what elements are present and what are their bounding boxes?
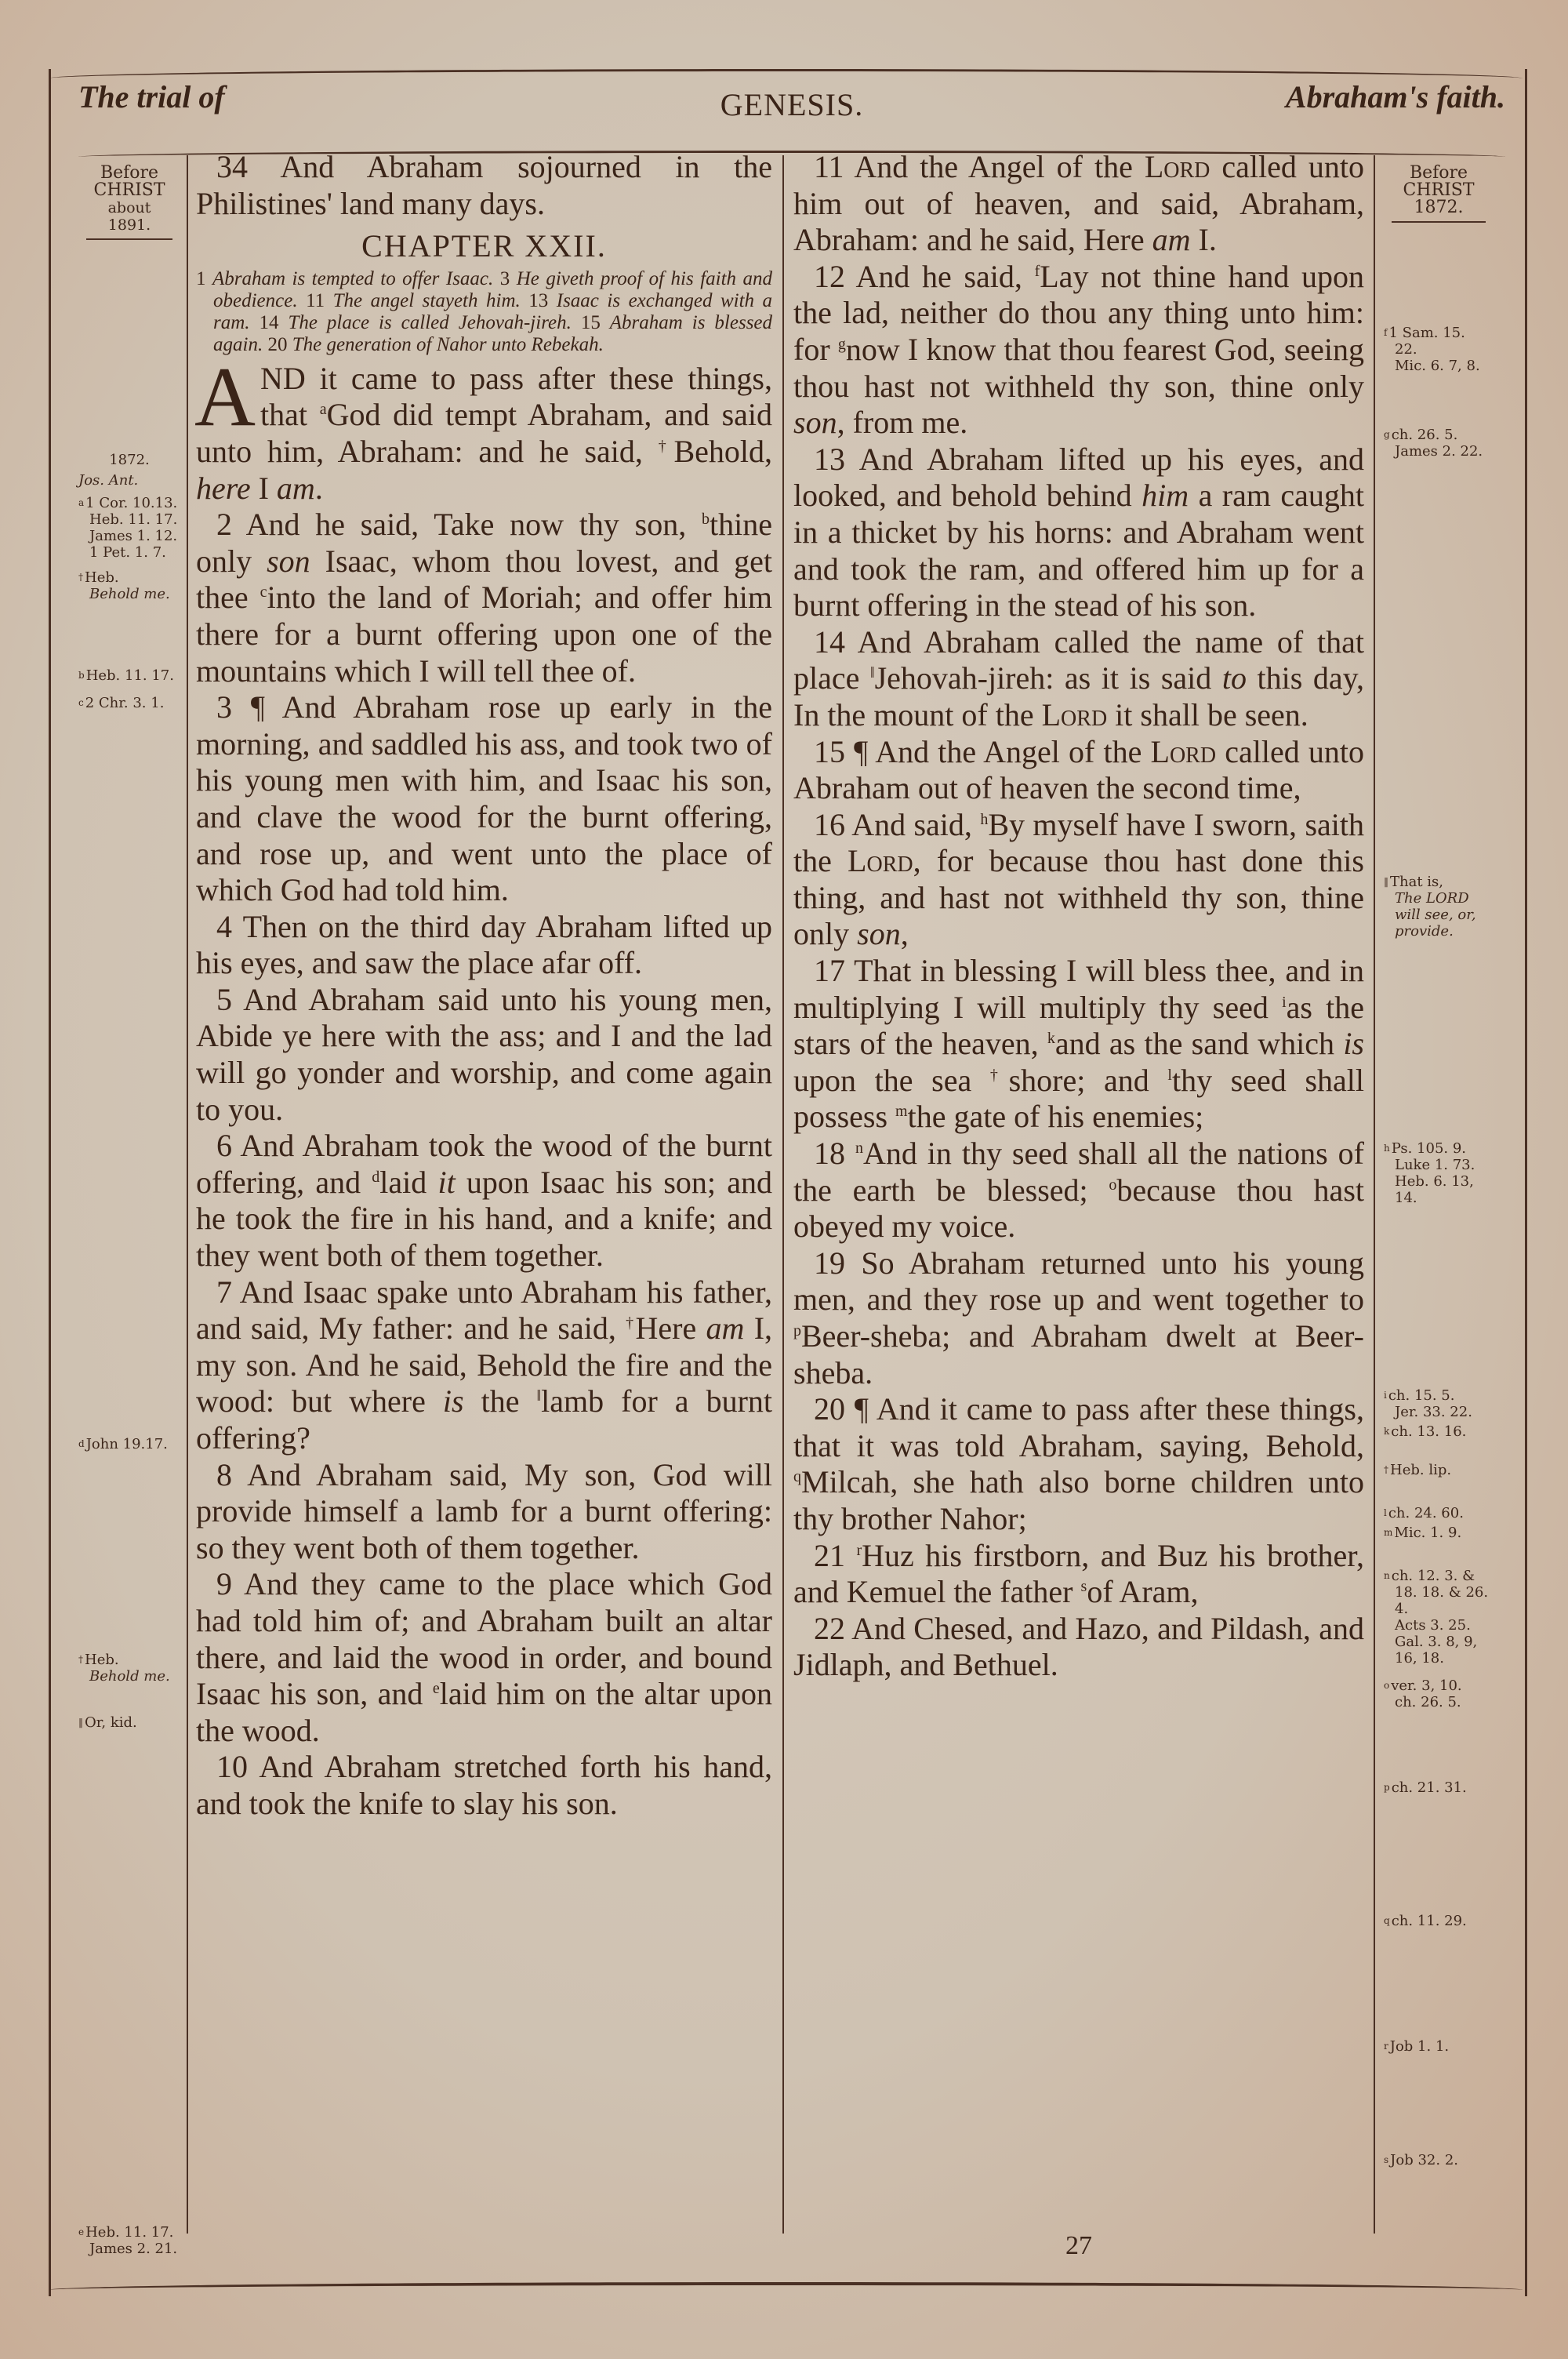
- reference-mark: a: [78, 497, 85, 508]
- reference-mark: h: [980, 810, 989, 828]
- note-line: [1384, 874, 1494, 890]
- italic-text: him: [1142, 478, 1189, 514]
- reference-mark: r: [856, 1541, 862, 1559]
- divine-name: Lord: [1041, 696, 1108, 732]
- italic-text: is: [442, 1383, 464, 1419]
- note-line: [1384, 1617, 1494, 1634]
- verse-text: 11 And the Angel of the: [814, 149, 1145, 184]
- verse-text: .: [314, 470, 323, 506]
- verse-6: [196, 1128, 772, 1274]
- verse-text: Here: [635, 1310, 706, 1347]
- reference-text: 1 Pet. 1. 7.: [89, 544, 166, 561]
- reference-text: James 1. 12.: [89, 528, 178, 544]
- summary-verse-number: 20: [267, 333, 292, 355]
- reference-text: Jer. 33. 22.: [1395, 1404, 1472, 1420]
- note-line: [78, 667, 180, 684]
- reference-mark: g: [837, 335, 846, 353]
- summary-verse-number: 15: [580, 311, 610, 333]
- note-line: [1384, 1601, 1494, 1617]
- note-line: [1384, 2038, 1494, 2055]
- verse-text: upon the sea: [793, 1062, 990, 1098]
- reference-mark: q: [1384, 1915, 1390, 1926]
- reference-mark: †: [78, 572, 83, 583]
- reference-text: Or, kid.: [85, 1714, 137, 1731]
- verse-8: 8 And Abraham said, My son, God will provide himself a lamb for a burnt offering: so they went both of them together.: [196, 1456, 772, 1565]
- right-margin-note: [1384, 1140, 1494, 1206]
- summary-verse-number: 3: [499, 267, 517, 289]
- note-line: [78, 495, 180, 511]
- reference-mark: m: [1384, 1527, 1393, 1538]
- verse-text: Milcah, she hath also borne children unto thy brother Nahor;: [793, 1464, 1364, 1536]
- divine-name: Lord: [1150, 733, 1217, 769]
- verse-text: now I know that thou fearest God, seeing thou hast not withheld thy son, thine only: [793, 331, 1365, 404]
- verse-text: it shall be seen.: [1107, 696, 1308, 732]
- verse-text: 6 And Abraham took the wood of the burnt offering, and: [196, 1128, 772, 1200]
- reference-mark: l: [1384, 1507, 1387, 1518]
- right-margin-note: [1384, 874, 1494, 940]
- verse-text: Huz his firstborn, and Buz his brother, and Kemuel the father: [793, 1537, 1364, 1610]
- verse-text: shore; and: [1008, 1062, 1168, 1098]
- verse-7: [196, 1274, 772, 1457]
- verse-14: [793, 624, 1364, 734]
- verse-1: [194, 350, 773, 507]
- reference-text: Acts 3. 25.: [1395, 1617, 1471, 1634]
- left-margin-note: [78, 2224, 180, 2257]
- reference-text: will see, or,: [1395, 907, 1476, 923]
- reference-text: ch. 15. 5.: [1388, 1387, 1455, 1404]
- note-line: [78, 569, 180, 586]
- verse-text: , for because thou hast done this thing, and hast not withheld thy son, thine only: [793, 843, 1364, 952]
- verse-text: called unto him out of heaven, and said, Abraham, Abraham: and he said, Here: [793, 149, 1364, 258]
- verse-text: 2 And he said, Take now thy son,: [216, 507, 702, 543]
- note-line: [78, 2224, 180, 2241]
- reference-text: 1872.: [109, 452, 150, 468]
- verse-text: 14 And Abraham called the name of that place: [793, 623, 1364, 696]
- left-margin-note: [78, 695, 180, 711]
- reference-mark: l: [1167, 1066, 1172, 1084]
- verse-18: [793, 1136, 1364, 1245]
- italic-text: son: [793, 405, 837, 441]
- italic-text: it: [437, 1164, 456, 1200]
- verse-text: this day, In the mount of the: [793, 660, 1365, 732]
- verse-text: thy seed shall possess: [793, 1062, 1364, 1135]
- reference-mark: d: [78, 1438, 85, 1449]
- reference-mark: s: [1384, 2154, 1389, 2165]
- reference-text: ch. 21. 31.: [1391, 1779, 1467, 1796]
- reference-mark: e: [432, 1680, 440, 1698]
- page-number: 27: [1065, 2231, 1092, 2260]
- note-line: [1384, 443, 1494, 460]
- divine-name: Lord: [1144, 149, 1210, 184]
- note-line: [1384, 1505, 1494, 1521]
- chapter-summary: [196, 268, 772, 356]
- reference-mark: o: [1384, 1680, 1390, 1691]
- reference-text: ch. 24. 60.: [1388, 1505, 1464, 1521]
- reference-mark: p: [793, 1322, 801, 1339]
- note-line: [78, 528, 180, 544]
- verse-3: 3 ¶ And Abraham rose up early in the morning, and saddled his ass, and took two of his young men with him, and Isaac his son, and clave the wood for the burnt offering, and rose up, and went unto the place of which God had told him.: [196, 689, 772, 908]
- note-line: [1384, 1462, 1494, 1478]
- summary-verse-number: 11: [306, 289, 333, 311]
- reference-mark: n: [855, 1140, 863, 1158]
- reference-text: The LORD: [1395, 890, 1469, 907]
- verse-text: 20 ¶ And it came to pass after these things, that it was told Abraham, saying, Behold,: [793, 1391, 1364, 1463]
- left-margin-note: [78, 1652, 180, 1685]
- verse-text: , from me.: [837, 405, 968, 441]
- reference-text: Luke 1. 73.: [1395, 1157, 1475, 1173]
- verse-text: into the land of Moriah; and offer him there for a burnt offering upon one of the mountains which I will tell thee of.: [196, 580, 772, 689]
- reference-text: Behold me.: [89, 586, 170, 602]
- left-margin-notes: [78, 163, 180, 2257]
- verse-text: God did tempt Abraham, and said unto him, Abraham: and he said,: [196, 397, 772, 469]
- verse-text: Behold,: [673, 433, 773, 469]
- reference-text: Behold me.: [89, 1668, 170, 1685]
- summary-item: The place is called Jehovah-jireh.: [288, 311, 581, 333]
- note-line: [1384, 1190, 1494, 1206]
- verse-17: [793, 953, 1364, 1136]
- era-line: 1872.: [1414, 198, 1464, 217]
- era-line: CHRIST: [1403, 180, 1475, 200]
- note-line: [1384, 1584, 1494, 1601]
- verse-5: 5 And Abraham said unto his young men, Abide ye here with the ass; and I and the lad will go yonder and worship, and come again to you.: [196, 981, 772, 1127]
- note-line: [78, 1668, 180, 1685]
- verse-9: [196, 1566, 772, 1749]
- reference-text: 14.: [1395, 1190, 1417, 1206]
- summary-verse-number: 1: [196, 267, 212, 289]
- reference-text: 1 Sam. 15.: [1388, 325, 1465, 341]
- reference-text: Heb. 11. 17.: [85, 2224, 174, 2241]
- verse-text: laid him on the altar upon the wood.: [196, 1676, 772, 1748]
- verse-19: [793, 1245, 1364, 1391]
- column-divider-center: [782, 155, 784, 2234]
- reference-mark: ‖: [78, 1717, 83, 1728]
- reference-text: Heb.: [85, 1652, 119, 1668]
- verse-text: 18: [814, 1136, 855, 1172]
- reference-text: ch. 26. 5.: [1395, 1694, 1461, 1710]
- left-margin-note: [78, 1436, 180, 1452]
- text-column-left: [196, 149, 772, 1823]
- verse-11: [793, 149, 1364, 259]
- reference-text: Heb.: [85, 569, 119, 586]
- left-margin-note: [78, 569, 180, 602]
- note-line: [1384, 1650, 1494, 1667]
- right-margin-note: [1384, 1779, 1494, 1796]
- reference-text: ch. 12. 3. &: [1391, 1568, 1475, 1584]
- note-line: [1384, 341, 1494, 358]
- reference-text: 2 Chr. 3. 1.: [85, 695, 165, 711]
- note-line: [78, 452, 180, 468]
- left-margin-note: [78, 667, 180, 684]
- reference-text: That is,: [1390, 874, 1444, 890]
- note-line: [78, 511, 180, 528]
- reference-text: Job 1. 1.: [1389, 2038, 1450, 2055]
- verse-text: ND it came to pass after these things, that: [260, 360, 772, 433]
- note-line: [1384, 1525, 1494, 1541]
- verse-text: 15 ¶ And the Angel of the: [814, 733, 1151, 769]
- right-era-label: [1392, 165, 1486, 223]
- running-head: [78, 78, 1505, 125]
- summary-item: Abraham is tempted to offer Isaac.: [212, 267, 500, 289]
- verse-text: And in thy seed shall all the nations of the earth be blessed;: [793, 1136, 1364, 1208]
- note-line: [1384, 1677, 1494, 1694]
- verse-text: I, my son. And he said, Behold the fire and the wood: but where: [196, 1310, 773, 1419]
- verse-text: as the stars of the heaven,: [793, 989, 1365, 1062]
- reference-mark: n: [1384, 1570, 1390, 1581]
- left-era-label: [86, 165, 172, 240]
- note-line: [1384, 1173, 1494, 1190]
- note-line: [1384, 1423, 1494, 1440]
- reference-text: Job 32. 2.: [1390, 2152, 1458, 2168]
- reference-text: Gal. 3. 8, 9,: [1395, 1634, 1478, 1650]
- reference-text: Ps. 105. 9.: [1391, 1140, 1467, 1157]
- note-line: [1384, 358, 1494, 374]
- right-margin-note: [1384, 1913, 1494, 1929]
- summary-verse-number: 13: [528, 289, 557, 311]
- verse-15: [793, 734, 1364, 807]
- verse-text: laid: [379, 1164, 438, 1200]
- right-margin-note: [1384, 2038, 1494, 2055]
- note-line: [1384, 1387, 1494, 1404]
- verse-text: 9 And they came to the place which God had told him of; and Abraham built an altar there, and laid the wood in order, and bound Isaac his son, and: [196, 1566, 772, 1712]
- right-margin-note: [1384, 1677, 1494, 1710]
- reference-text: Heb. 11. 17.: [89, 511, 178, 528]
- note-line: [78, 1714, 180, 1731]
- reference-mark: k: [1047, 1030, 1055, 1048]
- right-margin-note: [1384, 427, 1494, 460]
- reference-text: John 19.17.: [85, 1436, 168, 1452]
- reference-text: Heb. 11. 17.: [85, 667, 174, 684]
- reference-mark: m: [895, 1103, 908, 1121]
- reference-mark: e: [78, 2226, 85, 2237]
- reference-mark: b: [702, 511, 710, 529]
- note-line: [1384, 325, 1494, 341]
- bottom-border-rule: [49, 2282, 1523, 2301]
- reference-text: Heb. lip.: [1390, 1462, 1452, 1478]
- verse-text: I.: [1190, 222, 1217, 258]
- reference-text: ch. 11. 29.: [1391, 1913, 1467, 1929]
- book-title: GENESIS.: [720, 87, 864, 122]
- verse-text: a ram caught in a thicket by his horns: and Abraham went and took the ram, and offered him up for a burnt offering in the stead of his son.: [793, 478, 1365, 623]
- right-margin-note: [1384, 1423, 1494, 1440]
- reference-mark: i: [1282, 993, 1287, 1011]
- note-line: [1384, 1694, 1494, 1710]
- running-head-left: The trial of: [78, 79, 225, 114]
- left-margin-note: [78, 452, 180, 468]
- verse-text: and as the sand which: [1054, 1026, 1344, 1062]
- reference-text: provide.: [1395, 923, 1454, 940]
- note-line: [1384, 890, 1494, 907]
- summary-item: The angel stayeth him.: [332, 289, 529, 311]
- summary-item: He giveth proof of his faith and obedience.: [213, 267, 773, 311]
- era-line: Before: [1409, 163, 1468, 183]
- italic-text: is: [1343, 1026, 1364, 1062]
- reference-text: ch. 26. 5.: [1391, 427, 1458, 443]
- note-line: [1384, 1404, 1494, 1420]
- note-line: [1384, 1779, 1494, 1796]
- verse-text: of Aram,: [1087, 1574, 1199, 1610]
- verse-text: 13 And Abraham lifted up his eyes, and looked, and behold behind: [793, 441, 1364, 514]
- reference-text: Jos. Ant.: [78, 472, 139, 489]
- era-line: Before: [100, 163, 159, 183]
- italic-text: here: [196, 470, 251, 506]
- verse-text: 21: [814, 1537, 857, 1573]
- note-line: [1384, 1634, 1494, 1650]
- reference-mark: d: [372, 1168, 380, 1186]
- left-margin-note: [78, 1714, 180, 1731]
- verse-text: 17 That in blessing I will bless thee, and in multiplying I will multiply thy seed: [793, 953, 1364, 1025]
- reference-mark: k: [1384, 1426, 1390, 1437]
- reference-text: 16, 18.: [1395, 1650, 1444, 1667]
- verse-text: 16 And said,: [814, 806, 981, 842]
- left-margin-note: [78, 472, 180, 489]
- reference-mark: †: [989, 1066, 1009, 1084]
- reference-text: 1 Cor. 10.13.: [85, 495, 178, 511]
- note-line: [78, 544, 180, 561]
- note-line: [78, 586, 180, 602]
- verse-4: 4 Then on the third day Abraham lifted up his eyes, and saw the place afar off.: [196, 908, 772, 981]
- right-margin-notes: [1384, 165, 1494, 2219]
- reference-mark: †: [78, 1654, 83, 1665]
- reference-text: ver. 3, 10.: [1391, 1677, 1462, 1694]
- note-line: [1384, 2152, 1494, 2168]
- reference-text: Heb. 6. 13,: [1395, 1173, 1474, 1190]
- verse-text: 19 So Abraham returned unto his young men, and they rose up and went together to: [793, 1245, 1364, 1318]
- note-line: [1384, 1140, 1494, 1157]
- era-line: about 1891.: [107, 199, 151, 234]
- note-line: [1384, 1568, 1494, 1584]
- reference-mark: q: [793, 1468, 801, 1486]
- running-head-right: Abraham's faith.: [1285, 79, 1505, 114]
- reference-mark: ‖: [869, 664, 875, 682]
- verse-text: Beer-sheba; and Abraham dwelt at Beer-sheba.: [793, 1318, 1364, 1390]
- reference-mark: g: [1384, 429, 1390, 440]
- chapter-title: CHAPTER XXII.: [361, 228, 607, 264]
- reference-mark: b: [78, 670, 85, 681]
- right-margin-note: [1384, 1525, 1494, 1541]
- left-margin-note: [78, 495, 180, 561]
- verse-text: because thou hast obeyed my voice.: [793, 1172, 1364, 1245]
- verse-text: By myself have I sworn, saith the: [793, 806, 1364, 879]
- note-line: [1384, 427, 1494, 443]
- verse-text: Isaac, whom thou lovest, and get thee: [196, 543, 772, 616]
- reference-mark: †: [1384, 1464, 1388, 1475]
- note-line: [1384, 923, 1494, 940]
- note-line: [78, 1652, 180, 1668]
- reference-mark: f: [1384, 327, 1388, 338]
- verse-text: Jehovah-jireh: as it is said: [874, 660, 1222, 696]
- summary-item: Isaac is exchanged with a ram.: [213, 289, 773, 333]
- drop-cap: A: [194, 350, 256, 444]
- note-line: [78, 1436, 180, 1452]
- reference-mark: †: [658, 437, 674, 455]
- reference-text: 4.: [1395, 1601, 1409, 1617]
- italic-text: am: [706, 1310, 745, 1347]
- italic-text: son: [267, 543, 310, 579]
- verse-text: the: [463, 1383, 537, 1419]
- summary-verse-number: 14: [259, 311, 289, 333]
- note-line: [78, 472, 180, 489]
- reference-mark: c: [78, 697, 84, 708]
- reference-text: Mic. 6. 7, 8.: [1395, 358, 1480, 374]
- reference-mark: c: [260, 583, 267, 602]
- verse-12: [793, 259, 1364, 442]
- reference-mark: a: [319, 401, 327, 419]
- reference-text: James 2. 21.: [89, 2241, 178, 2257]
- reference-text: James 2. 22.: [1395, 443, 1483, 460]
- note-line: [1384, 1157, 1494, 1173]
- verse-21: [793, 1538, 1364, 1611]
- reference-mark: p: [1384, 1782, 1390, 1793]
- verse-text: ,: [900, 916, 909, 952]
- verse-21-34: 34 And Abraham sojourned in the Philistines' land many days.: [196, 149, 772, 221]
- verse-text: lamb for a burnt offering?: [196, 1383, 773, 1456]
- verse-text: I: [250, 470, 277, 506]
- reference-mark: h: [1384, 1143, 1390, 1154]
- right-margin-note: [1384, 1462, 1494, 1478]
- divine-name: Lord: [848, 843, 913, 879]
- verse-text: called unto Abraham out of heaven the second time,: [793, 733, 1364, 806]
- reference-mark: f: [1034, 262, 1040, 280]
- italic-text: am: [1152, 222, 1191, 258]
- verse-text: Lay not thine hand upon the lad, neither do thou any thing unto him: for: [793, 258, 1364, 367]
- verse-13: [793, 442, 1364, 624]
- column-divider-right: [1374, 155, 1375, 2234]
- note-line: [78, 2241, 180, 2257]
- reference-text: ch. 13. 16.: [1391, 1423, 1467, 1440]
- verse-10: 10 And Abraham stretched forth his hand, and took the knife to slay his son.: [196, 1749, 772, 1821]
- note-line: [78, 695, 180, 711]
- reference-text: Mic. 1. 9.: [1394, 1525, 1462, 1541]
- italic-text: son: [857, 916, 901, 952]
- reference-text: 22.: [1395, 341, 1417, 358]
- italic-text: am: [276, 470, 315, 506]
- reference-mark: ‖: [1384, 876, 1388, 887]
- reference-mark: o: [1109, 1176, 1117, 1194]
- reference-mark: ‖: [536, 1387, 542, 1405]
- verse-text: upon Isaac his son; and he took the fire in his hand, and a knife; and they went both of them together.: [196, 1164, 772, 1274]
- verse-16: [793, 807, 1364, 953]
- era-line: CHRIST: [93, 180, 165, 200]
- verse-text: thine only: [196, 507, 772, 579]
- verse-20: [793, 1391, 1364, 1537]
- reference-mark: †: [626, 1314, 636, 1332]
- column-divider-left: [187, 155, 188, 2234]
- reference-text: 18. 18. & 26.: [1395, 1584, 1489, 1601]
- verse-22: 22 And Chesed, and Hazo, and Pildash, and Jidlaph, and Bethuel.: [793, 1610, 1364, 1683]
- verse-text: 7 And Isaac spake unto Abraham his father, and said, My father: and he said,: [196, 1274, 772, 1347]
- right-margin-note: [1384, 1505, 1494, 1521]
- right-margin-note: [1384, 2152, 1494, 2168]
- text-column-right: [793, 149, 1364, 1684]
- summary-item: Abraham is blessed again.: [213, 311, 773, 355]
- right-margin-note: [1384, 325, 1494, 374]
- summary-item: The generation of Nahor unto Rebekah.: [292, 333, 604, 355]
- reference-mark: i: [1384, 1390, 1387, 1401]
- reference-mark: r: [1384, 2041, 1388, 2052]
- note-line: [1384, 1913, 1494, 1929]
- verse-text: 12 And he said,: [814, 258, 1035, 294]
- verse-2: [196, 507, 772, 689]
- right-margin-note: [1384, 1387, 1494, 1420]
- verse-text: the gate of his enemies;: [907, 1099, 1204, 1135]
- reference-mark: s: [1080, 1578, 1087, 1596]
- right-margin-note: [1384, 1568, 1494, 1667]
- italic-text: to: [1221, 660, 1247, 696]
- note-line: [1384, 907, 1494, 923]
